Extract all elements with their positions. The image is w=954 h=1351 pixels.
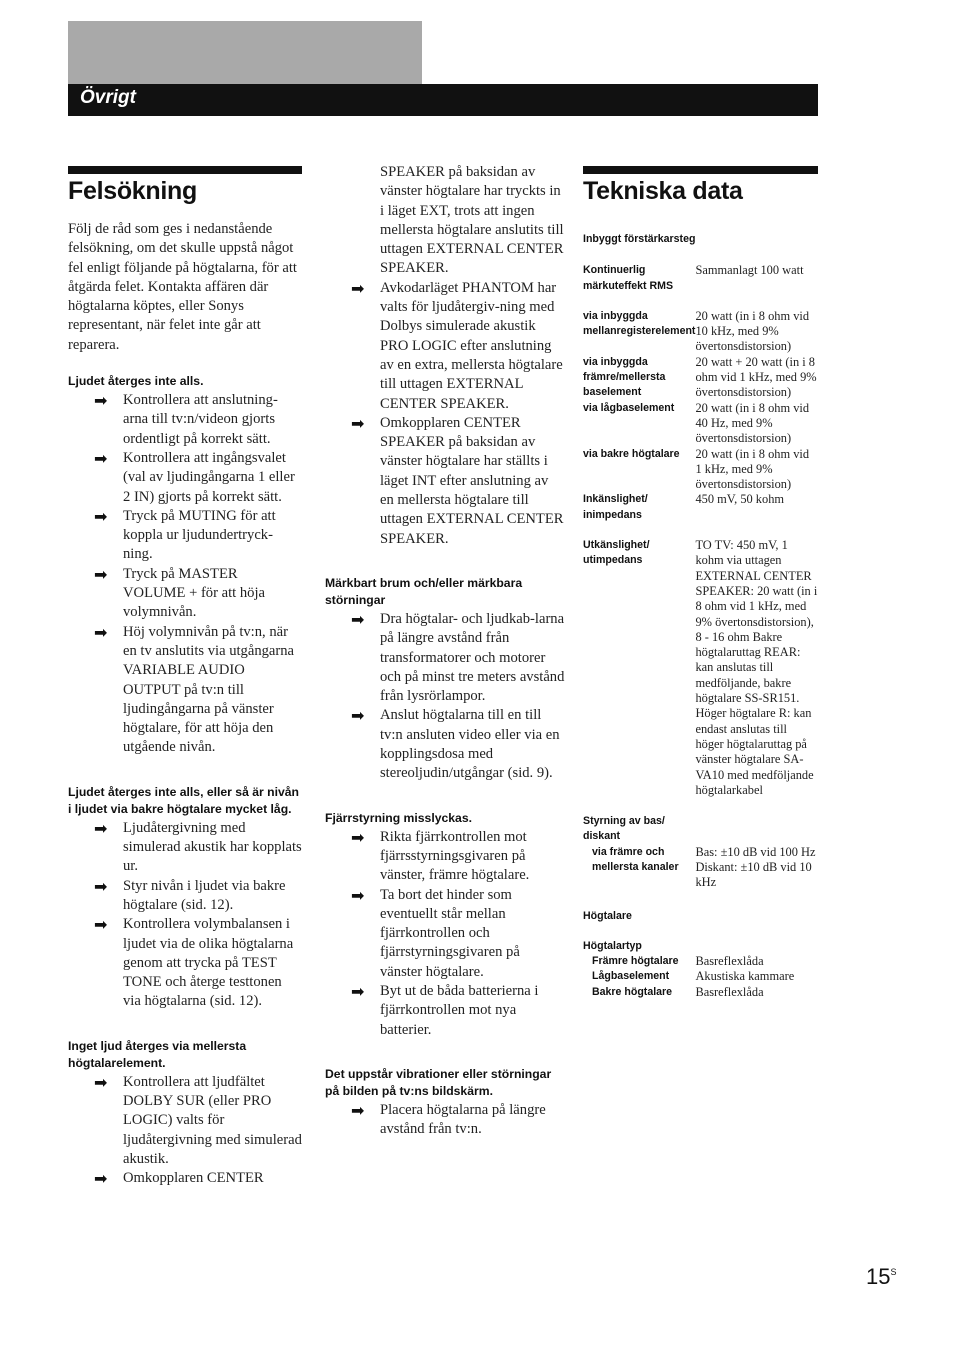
left-column (68, 166, 302, 1188)
arrow-icon: ➡ (351, 885, 365, 905)
table-row: Inbyggt förstärkarsteg (583, 233, 696, 245)
specs-table (583, 232, 818, 1000)
arrow-icon: ➡ (94, 818, 108, 838)
arrow-icon: ➡ (351, 413, 365, 433)
problem-heading: Ljudet återges inte alls, eller så är nivån i ljudet via bakre högtalare mycket låg. (68, 784, 299, 816)
list-item: ➡ Tryck på MUTING för att koppla ur ljudundertryck-ning. (94, 506, 276, 563)
table-row: via inbyggda främre/mellersta baselement 20 watt + 20 watt (in i 8 ohm vid 1 kHz, med 9% övertonsdistorsion) (583, 354, 817, 400)
list-item: ➡ Kontrollera att ingångsvalet (val av ljudingångarna 1 eller 2 IN) gjorts på korrekt sätt. (94, 448, 295, 505)
list-item: ➡ Kontrollera att anslutning-arna till tv:n/videon gjorts ordentligt på korrekt sätt. (94, 391, 278, 447)
table-row: Lågbaselement Akustiska kammare (592, 969, 795, 984)
table-row: Styrning av bas/ diskant (583, 815, 665, 843)
table-row: via främre och mellersta kanaler Bas: ±10 dB vid 100 Hz Diskant: ±10 dB vid 10 kHz (592, 844, 816, 890)
intro-text: Följ de råd som ges i nedanstående felsökning, om det skulle uppstå något fel enligt följande på högtalarna, för att åtgärda felet. Kontakta affären där högtalarna köptes, eller Sonys representant, när felet inte går att reparera. (68, 221, 297, 353)
title-rule (68, 166, 302, 174)
problem-group (325, 1066, 565, 1140)
header-grey-tab (68, 21, 422, 84)
list-item: ➡ Höj volymnivån på tv:n, när en tv anslutits via utgångarna VARIABLE AUDIO OUTPUT på tv:n till ljudingångarna på vänster högtalare, för att höja den utgående nivån. (94, 622, 295, 756)
list-item: ➡ Byt ut de båda batterierna i fjärrkontrollen mot nya batterier. (351, 981, 539, 1038)
problem-heading: Märkbart brum och/eller märkbara störningar (325, 575, 523, 607)
page-suffix: S (890, 1267, 897, 1277)
section-title: Övrigt (80, 87, 136, 108)
table-row: Bakre högtalare Basreflexlåda (592, 984, 764, 999)
arrow-icon: ➡ (94, 391, 108, 411)
section-header-bar (68, 84, 818, 116)
table-row: via bakre högtalare 20 watt (in i 8 ohm vid 1 kHz, med 9% övertonsdistorsion) (583, 446, 810, 492)
table-row: Främre högtalare Basreflexlåda (592, 954, 764, 969)
list-item: ➡ Tryck på MASTER VOLUME + för att höja volymnivån. (94, 564, 265, 621)
list-item: ➡ Anslut högtalarna till en till tv:n ansluten video eller via en kopplingsdosa med stereoljudin/utgångar (sid. 9). (351, 706, 560, 782)
problem-heading: Ljudet återges inte alls. (68, 374, 204, 389)
list-item: ➡ Omkopplaren CENTER SPEAKER på baksidan av vänster högtalare har ställts i läget INT efter anslutning av en mellersta högtalare till uttagen EXTERNAL CENTER SPEAKER. (351, 413, 564, 547)
list-item: ➡ Avkodarläget PHANTOM har valts för ljudåtergiv-ning med Dolbys simulerade akustik PRO LOGIC efter anslutning av en extra, mellersta högtalare till uttagen EXTERNAL CENTER SPEAKER. (351, 278, 563, 412)
title-rule (583, 166, 818, 174)
problem-group (68, 373, 302, 758)
arrow-icon: ➡ (94, 915, 108, 935)
arrow-icon: ➡ (94, 1072, 108, 1092)
table-row: Högtalare (583, 909, 632, 922)
arrow-icon: ➡ (351, 827, 365, 847)
problem-heading: Fjärrstyrning misslyckas. (325, 810, 472, 825)
arrow-icon: ➡ (351, 278, 365, 298)
table-row: via lågbaselement 20 watt (in i 8 ohm vid 40 Hz, med 9% övertonsdistorsion) (583, 400, 810, 446)
problem-group (68, 1038, 302, 1189)
arrow-icon: ➡ (351, 609, 365, 629)
list-item: ➡ Kontrollera volymbalansen i ljudet via de olika högtalarna genom att trycka på TEST TONE och återge testtonen via högtalarna (sid. 12). (94, 915, 294, 1010)
problem-heading: Inget ljud återges via mellersta högtalarelement. (68, 1038, 247, 1070)
problem-group (325, 810, 565, 1040)
table-row: Utkänslighet/ utimpedans TO TV: 450 mV, 1 kohm via uttagen EXTERNAL CENTER SPEAKER: 20 watt (in i 8 ohm vid 1 kHz, med 9% övertonsdistorsion), 8 - 16 ohm Bakre högtalaruttag REAR: kan anslutas till medföljande, bakre högtalare SS-SR151. Höger högtalare R: kan endast anslutas till höger högtalaruttag på vänster högtalare SA-VA10 med medföljande högtalarkabel (583, 538, 818, 797)
arrow-icon: ➡ (94, 622, 108, 642)
right-column (583, 166, 818, 1000)
list-item: ➡ Ta bort det hinder som eventuellt står mellan fjärrkontrollen och fjärrstyrningsgivaren på vänster högtalare. (351, 885, 520, 980)
list-item: ➡ Kontrollera att ljudfältet DOLBY SUR (eller PRO LOGIC) valts för ljudåtergivning med simulerad akustik. (94, 1072, 302, 1167)
arrow-icon: ➡ (351, 706, 365, 726)
list-item: ➡ Styr nivån i ljudet via bakre högtalare (sid. 12). (94, 876, 286, 913)
arrow-icon: ➡ (94, 1169, 108, 1189)
arrow-icon: ➡ (351, 981, 365, 1001)
list-item: ➡ Rikta fjärrkontrollen mot fjärrsstyrningsgivaren på vänster, främre högtalare. (351, 827, 530, 884)
arrow-icon: ➡ (351, 1100, 365, 1120)
problem-group (325, 575, 565, 784)
specs-title: Tekniska data (583, 177, 743, 205)
list-item: ➡ Dra högtalar- och ljudkab-larna på längre avstånd från transformatorer och motorer och på minst tre meters avstånd från lysrörlampor. (351, 609, 565, 705)
list-item: ➡ Ljudåtergivning med simulerad akustik har kopplats ur. (94, 818, 302, 875)
arrow-icon: ➡ (94, 564, 108, 584)
table-row: Kontinuerlig märkuteffekt RMS Sammanlagt 100 watt (583, 263, 804, 292)
problem-heading: Det uppstår vibrationer eller störningar på bilden på tv:ns bildskärm. (325, 1066, 552, 1098)
arrow-icon: ➡ (94, 506, 108, 526)
page-number: $15^S$ (866, 1264, 897, 1289)
list-item: ➡ Placera högtalarna på längre avstånd från tv:n. (351, 1100, 546, 1138)
troubleshooting-title: Felsökning (68, 177, 197, 205)
arrow-icon: ➡ (94, 448, 108, 468)
table-row: via inbyggda mellanregisterelement 20 watt (in i 8 ohm vid 10 kHz, med 9% övertonsdistorsion) (583, 308, 810, 354)
list-item: ➡ Omkopplaren CENTER (94, 1169, 264, 1189)
continued-text: SPEAKER på baksidan av vänster högtalare har tryckts in i läget EXT, trots att ingen mellersta högtalare anslutits till uttagen EXTERNAL CENTER SPEAKER. (380, 164, 564, 277)
problem-group (68, 784, 302, 1012)
table-row: Högtalartyp (583, 939, 642, 952)
arrow-icon: ➡ (94, 876, 108, 896)
middle-column (325, 163, 565, 1139)
table-row: Inkänslighet/ inimpedans 450 mV, 50 kohm (583, 492, 785, 521)
